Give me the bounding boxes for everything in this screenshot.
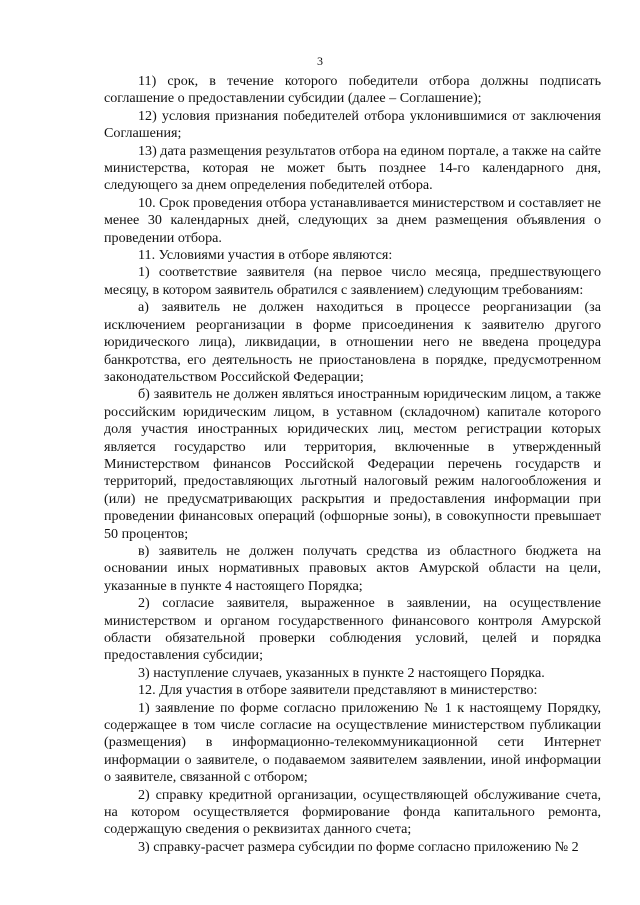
paragraph-document-3: 3) справку-расчет размера субсидии по форме согласно приложению № 2 — [138, 838, 579, 855]
paragraph-condition-b: б) заявитель не должен являться иностранным юридическим лицом, а также российским юридическим лицом, в уставном (складочном) капитале которого доля участия иностранных юридических лиц, местом регистрации которых является государство или территория, включенные в утвержденный Министерством финансов Российской Федерации перечень государств и территорий, предоставляющих льготный налоговый режим налогообложения и (или) не предусматривающих раскрытия и предоставления информации при проведении финансовых операций (офшорные зоны), в совокупности превышает 50 процентов; — [104, 386, 601, 542]
page-number: 3 — [317, 54, 323, 68]
paragraph-clause-12: 12. Для участия в отборе заявители представляют в министерство: — [138, 682, 538, 699]
paragraph-condition-3: 3) наступление случаев, указанных в пункте 2 настоящего Порядка. — [138, 664, 545, 681]
paragraph-document-1: 1) заявление по форме согласно приложению № 1 к настоящему Порядку, содержащее в том числе согласие на осуществление министерством публикации (размещения) в информационно-телекоммуникационной сети Интернет информации о заявителе, о подаваемом заявителем заявлении, иной информации о заявителе, связанной с отбором; — [104, 699, 601, 786]
document-body — [104, 73, 601, 856]
paragraph-condition-2: 2) согласие заявителя, выраженное в заявлении, на осуществление министерством и органом государственного финансового контроля Амурской области обязательной проверки соблюдения условий, целей и порядка предоставления субсидии; — [104, 595, 601, 664]
paragraph-document-2: 2) справку кредитной организации, осуществляющей обслуживание счета, на котором осуществляется формирование фонда капитального ремонта, содержащую сведения о реквизитах данного счета; — [104, 786, 601, 838]
paragraph-item-13: 13) дата размещения результатов отбора на едином портале, а также на сайте министерства, которая не может быть позднее 14-го календарного дня, следующего за днем определения победителей отбора. — [104, 142, 601, 194]
paragraph-condition-a: а) заявитель не должен находиться в процессе реорганизации (за исключением реорганизации в форме присоединения к заявителю другого юридического лица), ликвидации, в отношении него не введена процедура банкротства, его деятельность не приостановлена в порядке, предусмотренном законодательством Российской Федерации; — [104, 299, 601, 385]
paragraph-condition-1: 1) соответствие заявителя (на первое число месяца, предшествующего месяцу, в котором заявитель обратился с заявлением) следующим требованиям: — [104, 264, 601, 298]
paragraph-clause-10: 10. Срок проведения отбора устанавливается министерством и составляет не менее 30 календарных дней, следующих за днем размещения объявления о проведении отбора. — [104, 194, 601, 246]
paragraph-item-11: 11) срок, в течение которого победители отбора должны подписать соглашение о предоставлении субсидии (далее – Соглашение); — [104, 73, 601, 107]
paragraph-clause-11: 11. Условиями участия в отборе являются: — [138, 247, 393, 264]
paragraph-condition-v: в) заявитель не должен получать средства из областного бюджета на основании иных нормативных правовых актов Амурской области на цели, указанные в пункте 4 настоящего Порядка; — [104, 542, 601, 594]
paragraph-item-12: 12) условия признания победителей отбора уклонившимися от заключения Соглашения; — [104, 107, 601, 142]
